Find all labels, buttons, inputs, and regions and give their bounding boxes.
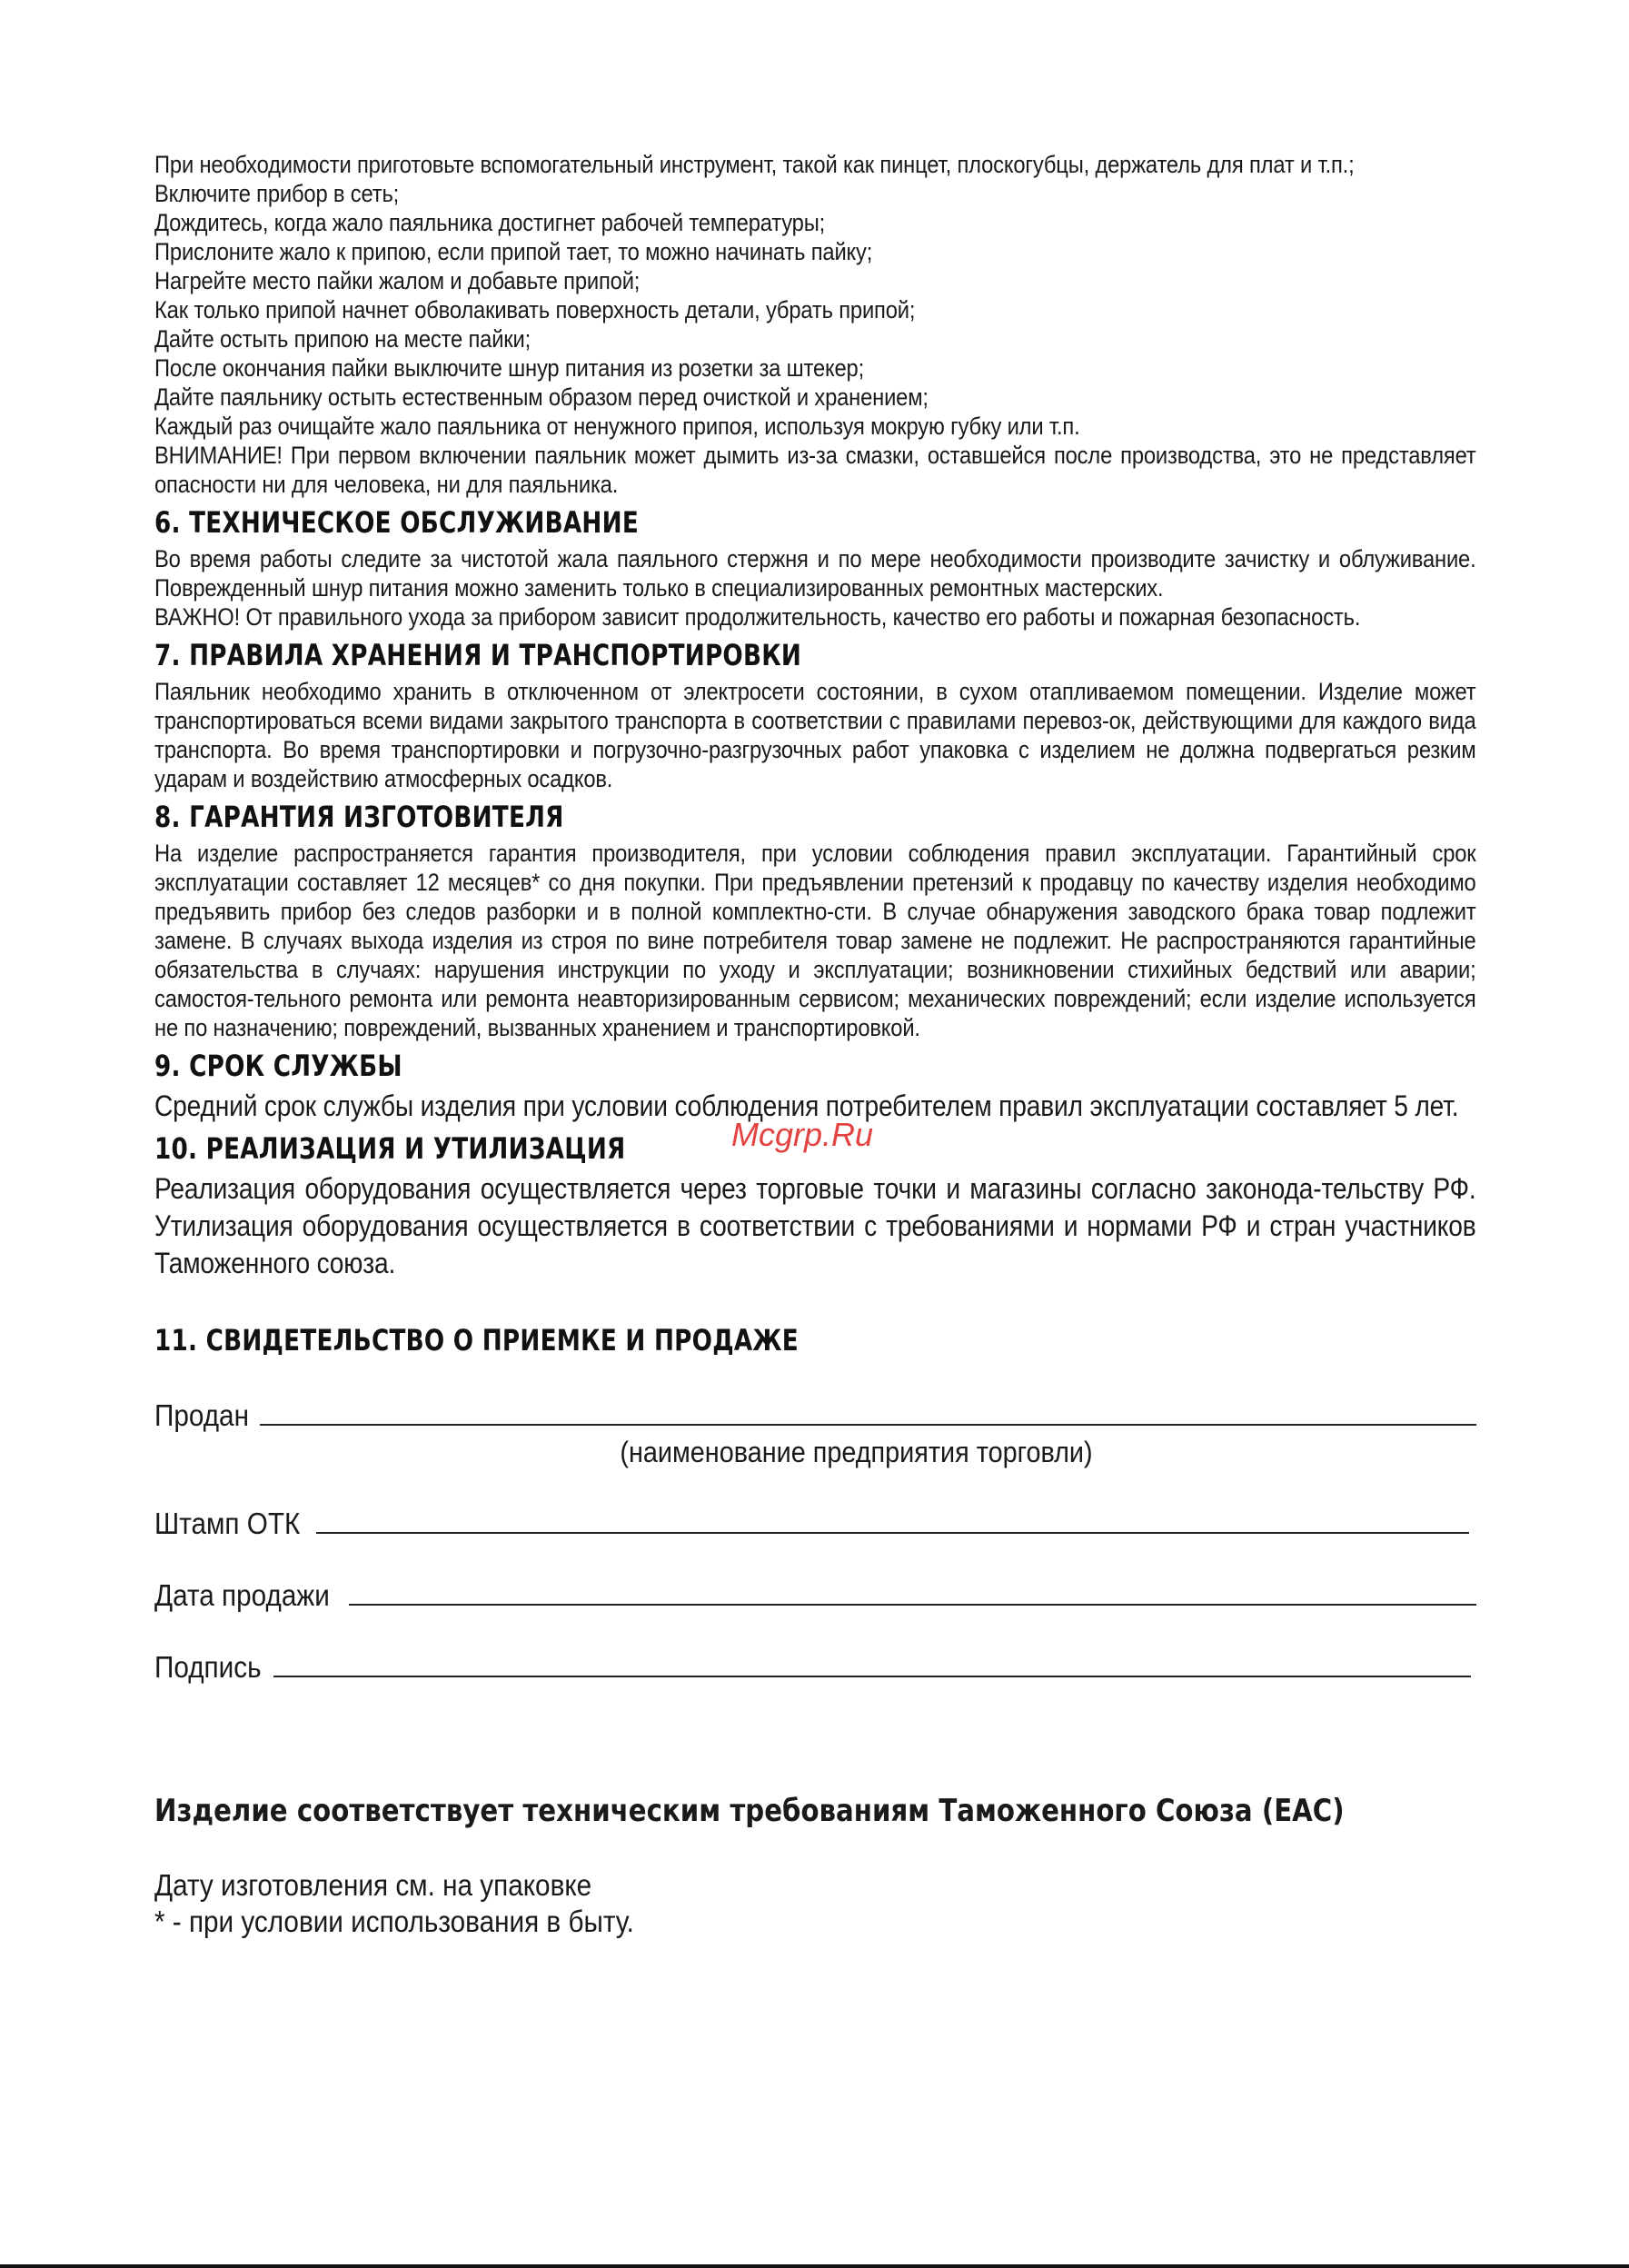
sold-label: Продан bbox=[154, 1398, 249, 1432]
stamp-field[interactable] bbox=[154, 1505, 1476, 1542]
sale-date-line[interactable] bbox=[349, 1577, 1476, 1606]
manual-page bbox=[154, 150, 1476, 1940]
instruction-line: Дождитесь, когда жало паяльника достигнет рабочей температуры; bbox=[154, 209, 826, 236]
section-6-text: Во время работы следите за чистотой жала паяльного стержня и по мере необходимости производите зачистку и облуживание. Поврежденный шнур питания можно заменить только в специализированных ремонтных мастерских. bbox=[154, 545, 1476, 602]
warning-note: ВНИМАНИЕ! При первом включении паяльник может дымить из-за смазки, оставшейся после производства, это не представляет опасности ни для человека, ни для паяльника. bbox=[154, 442, 1476, 498]
section-7-title: 7. ПРАВИЛА ХРАНЕНИЯ И ТРАНСПОРТИРОВКИ bbox=[154, 638, 802, 672]
instruction-line: При необходимости приготовьте вспомогательный инструмент, такой как пинцет, плоскогубцы, держатель для плат и т.п.; bbox=[154, 151, 1355, 178]
sold-field[interactable] bbox=[154, 1397, 1476, 1434]
stamp-label: Штамп ОТК bbox=[154, 1507, 301, 1540]
eac-compliance-note: Изделие соответствует техническим требованиям Таможенного Союза (EAC) bbox=[154, 1793, 1345, 1829]
instruction-line: Дайте паяльнику остыть естественным образом перед очисткой и хранением; bbox=[154, 383, 929, 411]
footnote: * - при условии использования в быту. bbox=[154, 1905, 634, 1938]
section-11-title: 11. СВИДЕТЕЛЬСТВО О ПРИЕМКЕ И ПРОДАЖЕ bbox=[154, 1323, 799, 1358]
signature-line[interactable] bbox=[273, 1648, 1471, 1677]
instruction-line: Каждый раз очищайте жало паяльника от ненужного припоя, используя мокрую губку или т.п. bbox=[154, 413, 1080, 440]
signature-label: Подпись bbox=[154, 1650, 262, 1684]
section-8-title: 8. ГАРАНТИЯ ИЗГОТОВИТЕЛЯ bbox=[154, 800, 564, 834]
sale-date-field[interactable] bbox=[154, 1577, 1476, 1614]
sold-hint: (наименование предприятия торговли) bbox=[620, 1436, 1093, 1468]
sale-date-label: Дата продажи bbox=[154, 1578, 330, 1612]
instruction-line: Как только припой начнет обволакивать поверхность детали, убрать припой; bbox=[154, 296, 916, 323]
section-10-title: 10. РЕАЛИЗАЦИЯ И УТИЛИЗАЦИЯ bbox=[154, 1131, 626, 1166]
bottom-rule bbox=[0, 2264, 1629, 2268]
instruction-line: После окончания пайки выключите шнур питания из розетки за штекер; bbox=[154, 354, 864, 382]
instruction-line: Дайте остыть припою на месте пайки; bbox=[154, 325, 531, 353]
manufacture-date-note: Дату изготовления см. на упаковке bbox=[154, 1868, 592, 1902]
watermark-logo: Mcgrp.Ru bbox=[731, 1116, 874, 1153]
section-9-title: 9. СРОК СЛУЖБЫ bbox=[154, 1049, 402, 1083]
section-6-title: 6. ТЕХНИЧЕСКОЕ ОБСЛУЖИВАНИЕ bbox=[154, 505, 640, 540]
stamp-line[interactable] bbox=[316, 1505, 1469, 1534]
section-7-text: Паяльник необходимо хранить в отключенном от электросети состоянии, в сухом отапливаемом помещении. Изделие может транспортироваться всеми видами закрытого транспорта в соответствии с правилами перевоз-ок, действующими для каждого вида транспорта. Во время транспортировки и погрузочно-разгрузочных работ упаковка с изделием не должна подвергаться резким ударам и воздействию атмосферных осадков. bbox=[154, 678, 1476, 792]
sold-line[interactable] bbox=[260, 1397, 1476, 1426]
instruction-line: Включите прибор в сеть; bbox=[154, 180, 400, 207]
signature-field[interactable] bbox=[154, 1648, 1476, 1686]
section-9-text: Средний срок службы изделия при условии соблюдения потребителем правил эксплуатации составляет 5 лет. bbox=[154, 1089, 1459, 1122]
instruction-line: Прислоните жало к припою, если припой тает, то можно начинать пайку; bbox=[154, 238, 873, 265]
intro-instructions bbox=[154, 150, 1476, 499]
instruction-line: Нагрейте место пайки жалом и добавьте припой; bbox=[154, 267, 641, 294]
section-6-important: ВАЖНО! От правильного ухода за прибором зависит продолжительность, качество его работы и пожарная безопасность. bbox=[154, 603, 1361, 631]
section-8-text: На изделие распространяется гарантия производителя, при условии соблюдения правил эксплуатации. Гарантийный срок эксплуатации составляет 12 месяцев* со дня покупки. При предъявлении претензий к продавцу по качеству изделия необходимо предъявить прибор без следов разборки и в полной комплектно-сти. В случае обнаружения заводского брака товар подлежит замене. В случаях выхода изделия из строя по вине потребителя товар замене не подлежит. Не распространяются гарантийные обязательства в случаях: нарушения инструкции по уходу и эксплуатации; возникновении стихийных бедствий или аварии; самостоя-тельного ремонта или ремонта неавторизированным сервисом; механических повреждений; если изделие используется не по назначению; повреждений, вызванных хранением и транспортировкой. bbox=[154, 840, 1476, 1041]
section-10-text: Реализация оборудования осуществляется через торговые точки и магазины согласно законода-тельству РФ. Утилизация оборудования осуществляется в соответствии с требованиями и нормами РФ и стран участников Таможенного союза. bbox=[154, 1172, 1476, 1279]
